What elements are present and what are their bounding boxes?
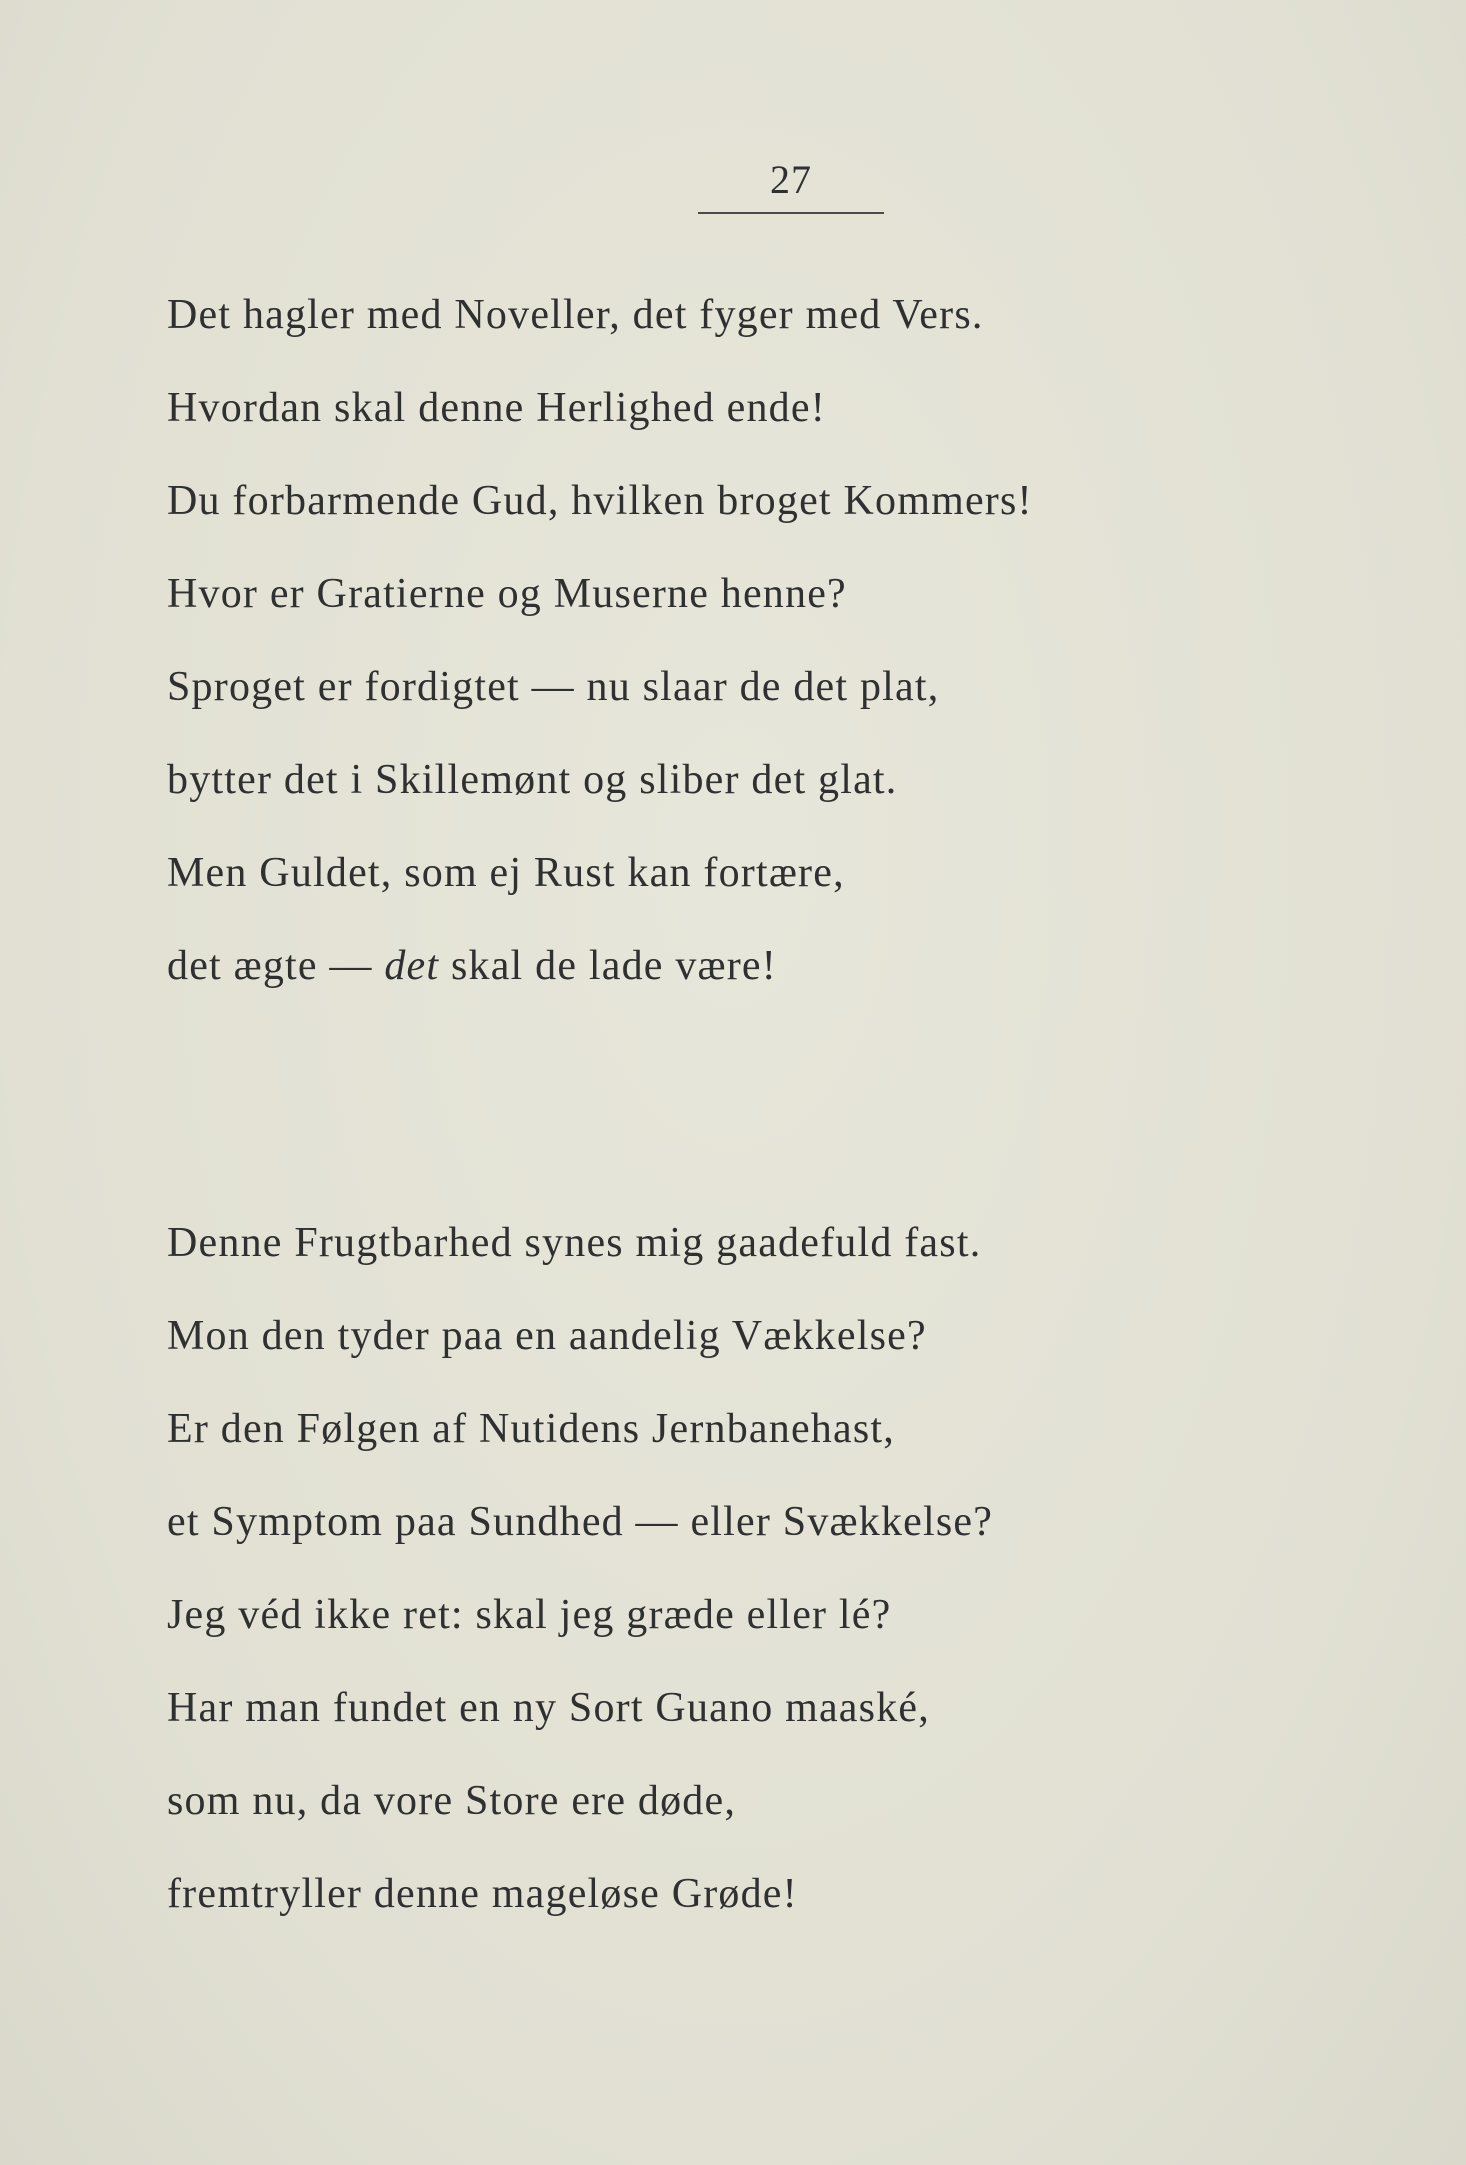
verse-line: Men Guldet, som ej Rust kan fortære, <box>167 850 845 896</box>
verse-line: Har man fundet en ny Sort Guano maaské, <box>167 1685 930 1731</box>
stanza-2 <box>167 1213 1367 1957</box>
verse-line: et Symptom paa Sundhed — eller Svækkelse? <box>167 1499 994 1545</box>
verse-line: Er den Følgen af Nutidens Jernbanehast, <box>167 1406 895 1452</box>
verse-line-emphasis <box>167 936 1367 1029</box>
verse-text: det ægte — <box>167 943 385 989</box>
verse-line: Denne Frugtbarhed synes mig gaadefuld fast. <box>167 1220 982 1266</box>
stanza-1 <box>167 285 1367 1029</box>
page-number-rule <box>698 212 884 214</box>
verse-line: Mon den tyder paa en aandelig Vækkelse? <box>167 1313 927 1359</box>
page-number: 27 <box>770 157 812 202</box>
verse-line: Hvor er Gratierne og Muserne henne? <box>167 571 847 617</box>
verse-line: som nu, da vore Store ere døde, <box>167 1778 737 1824</box>
verse-line: Du forbarmende Gud, hvilken broget Kommers! <box>167 478 1033 524</box>
verse-line: fremtryller denne mageløse Grøde! <box>167 1871 798 1917</box>
verse-line: Sproget er fordigtet — nu slaar de det plat, <box>167 664 940 710</box>
verse-line: bytter det i Skillemønt og sliber det glat. <box>167 757 898 803</box>
verse-line: Hvordan skal denne Herlighed ende! <box>167 385 826 431</box>
verse-text: skal de lade være! <box>439 943 777 989</box>
verse-line: Jeg véd ikke ret: skal jeg græde eller lé? <box>167 1592 892 1638</box>
verse-line: Det hagler med Noveller, det fyger med Vers. <box>167 292 984 338</box>
italic-emphasis: det <box>384 943 440 989</box>
